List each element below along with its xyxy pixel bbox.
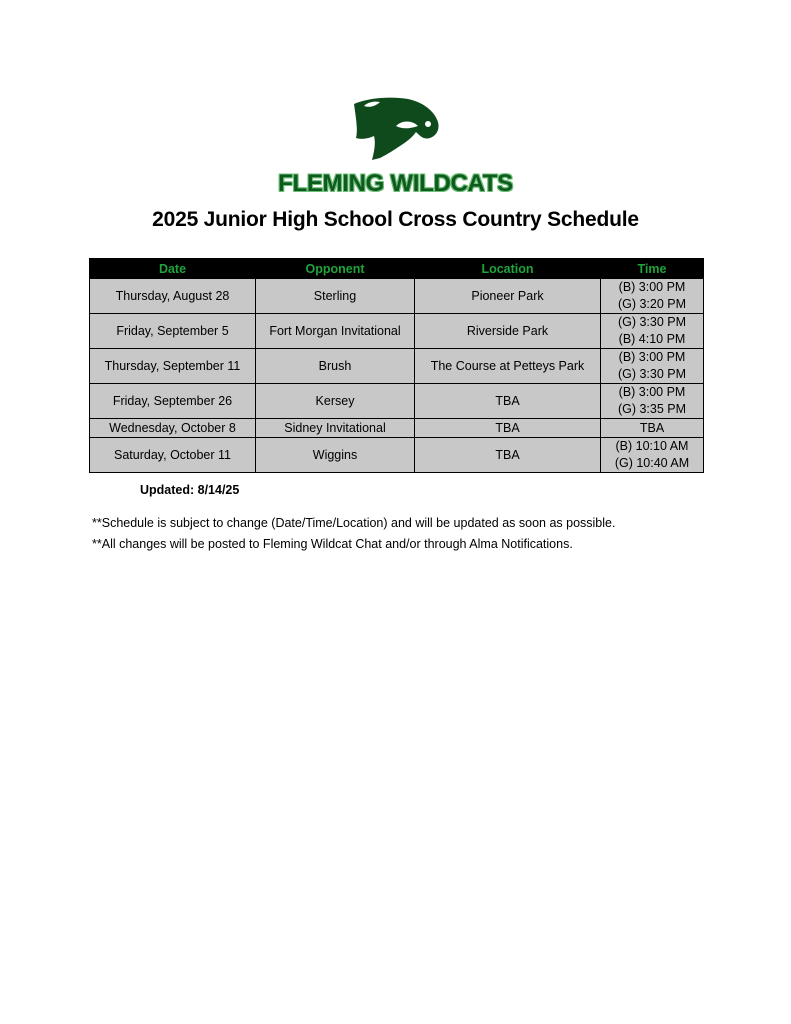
column-header-opponent: Opponent [256, 259, 415, 279]
time-cell [601, 314, 704, 349]
schedule-table [89, 258, 704, 473]
time-line: (B) 3:00 PM [618, 385, 686, 399]
date-cell: Thursday, August 28 [90, 279, 256, 314]
opponent-cell: Sidney Invitational [256, 419, 415, 438]
column-header-location: Location [415, 259, 601, 279]
column-header-date: Date [90, 259, 256, 279]
time-line: (G) 10:40 AM [614, 456, 690, 470]
opponent-cell: Fort Morgan Invitational [256, 314, 415, 349]
time-line: TBA [639, 420, 665, 435]
time-cell [601, 438, 704, 473]
time-cell [601, 349, 704, 384]
date-cell: Saturday, October 11 [90, 438, 256, 473]
table-row [90, 419, 704, 438]
location-cell: TBA [415, 438, 601, 473]
opponent-cell: Wiggins [256, 438, 415, 473]
schedule-change-note: **Schedule is subject to change (Date/Time/Location) and will be updated as soon as possible. [92, 516, 616, 530]
time-line: (G) 3:35 PM [617, 402, 687, 416]
opponent-cell: Brush [256, 349, 415, 384]
table-row [90, 384, 704, 419]
date-cell: Friday, September 5 [90, 314, 256, 349]
table-row [90, 314, 704, 349]
date-cell: Thursday, September 11 [90, 349, 256, 384]
time-line: (B) 4:10 PM [618, 332, 686, 346]
column-header-time: Time [601, 259, 704, 279]
wildcat-logo-icon [350, 96, 440, 162]
location-cell: The Course at Petteys Park [415, 349, 601, 384]
location-cell: TBA [415, 384, 601, 419]
time-line: (B) 10:10 AM [615, 439, 689, 453]
table-row [90, 279, 704, 314]
time-line: (B) 3:00 PM [618, 280, 686, 294]
page-title: 2025 Junior High School Cross Country Schedule [152, 208, 639, 231]
table-row [90, 349, 704, 384]
time-line: (G) 3:20 PM [617, 297, 687, 311]
time-line: (B) 3:00 PM [618, 350, 686, 364]
notification-note: **All changes will be posted to Fleming Wildcat Chat and/or through Alma Notifications. [92, 537, 573, 551]
time-cell [601, 279, 704, 314]
date-cell: Friday, September 26 [90, 384, 256, 419]
date-cell: Wednesday, October 8 [90, 419, 256, 438]
time-cell [601, 384, 704, 419]
location-cell: TBA [415, 419, 601, 438]
table-header-row [90, 259, 704, 279]
location-cell: Riverside Park [415, 314, 601, 349]
time-cell [601, 419, 704, 438]
time-line: (G) 3:30 PM [617, 315, 687, 329]
opponent-cell: Sterling [256, 279, 415, 314]
time-line: (G) 3:30 PM [617, 367, 687, 381]
table-row [90, 438, 704, 473]
updated-date: Updated: 8/14/25 [140, 483, 240, 497]
opponent-cell: Kersey [256, 384, 415, 419]
location-cell: Pioneer Park [415, 279, 601, 314]
brand-name: FLEMING WILDCATS [278, 170, 513, 197]
